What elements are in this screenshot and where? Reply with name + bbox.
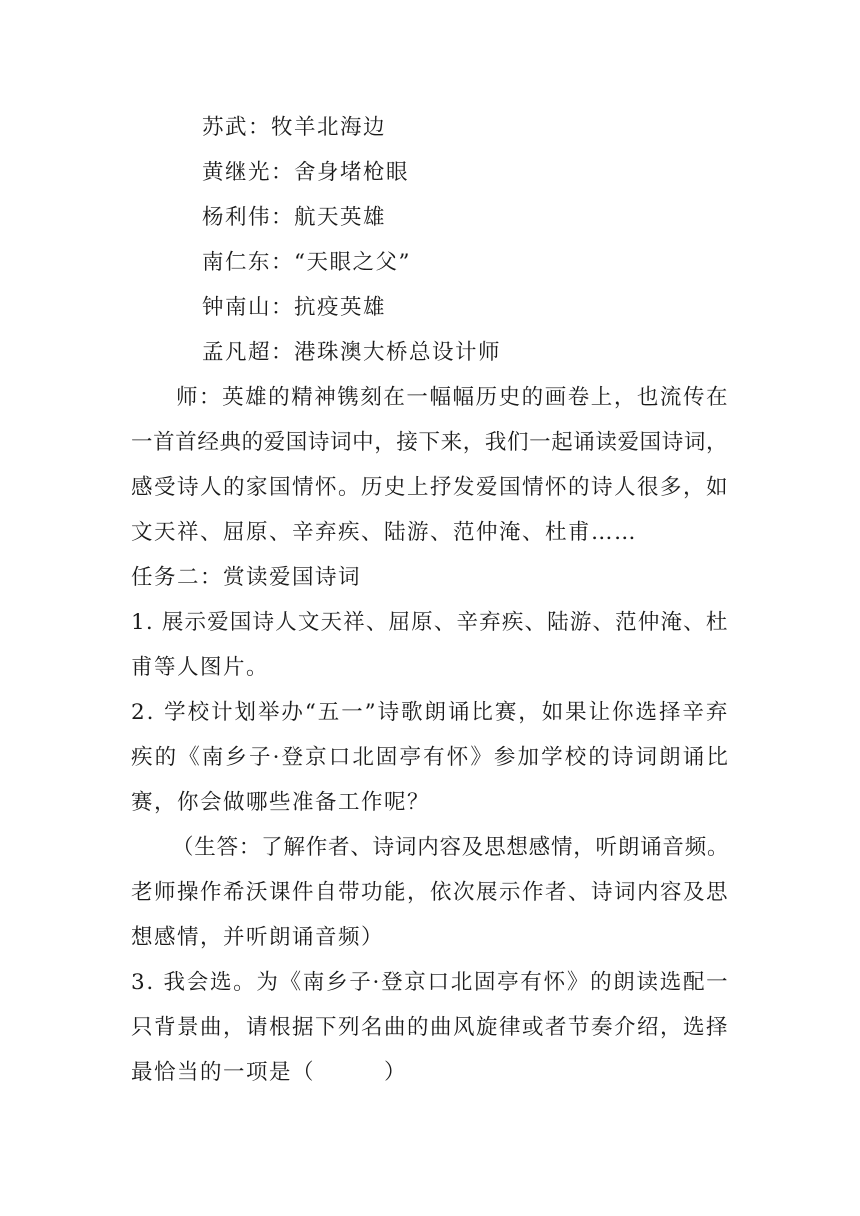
hero-item-huang-jiguang: 黄继光：舍身堵枪眼 [202,160,410,185]
item2-line: 赛，你会做哪些准备工作呢？ [131,790,431,815]
hero-item-meng-fanchao: 孟凡超：港珠澳大桥总设计师 [202,340,502,365]
answer-note-line: 想感情，并听朗诵音频） [131,925,385,950]
hero-item-zhong-nanshan: 钟南山：抗疫英雄 [202,295,387,320]
answer-note-line: （生答：了解作者、诗词内容及思想感情，听朗诵音频。 [172,835,730,860]
hero-item-nan-rendong: 南仁东：“天眼之父” [202,250,411,275]
item2-line: 疾的《南乡子·登京口北固亭有怀》参加学校的诗词朗诵比 [131,745,730,770]
hero-item-yang-liwei: 杨利伟：航天英雄 [202,205,387,230]
teacher-paragraph-line: 文天祥、屈原、辛弃疾、陆游、范仲淹、杜甫…… [131,520,638,545]
answer-note-line: 老师操作希沃课件自带功能，依次展示作者、诗词内容及思 [131,880,730,905]
teacher-paragraph-line: 一首首经典的爱国诗词中，接下来，我们一起诵读爱国诗词， [131,430,729,455]
teacher-paragraph-line: 感受诗人的家国情怀。历史上抒发爱国情怀的诗人很多，如 [131,475,730,500]
item1-line: 1. 展示爱国诗人文天祥、屈原、辛弃疾、陆游、范仲淹、杜 [131,610,729,635]
item3-line: 最恰当的一项是（ ） [131,1060,408,1085]
item3-line: 只背景曲，请根据下列名曲的曲风旋律或者节奏介绍，选择 [131,1015,730,1040]
item2-line: 2. 学校计划举办“五一”诗歌朗诵比赛，如果让你选择辛弃 [131,700,730,725]
teacher-paragraph-line: 师：英雄的精神镌刻在一幅幅历史的画卷上，也流传在 [176,385,730,410]
item1-line: 甫等人图片。 [131,655,270,680]
hero-item-su-wu: 苏武：牧羊北海边 [202,115,387,140]
item3-line: 3. 我会选。为《南乡子·登京口北固亭有怀》的朗读选配一 [131,970,730,995]
task2-heading: 任务二：赏读爱国诗词 [131,565,362,590]
